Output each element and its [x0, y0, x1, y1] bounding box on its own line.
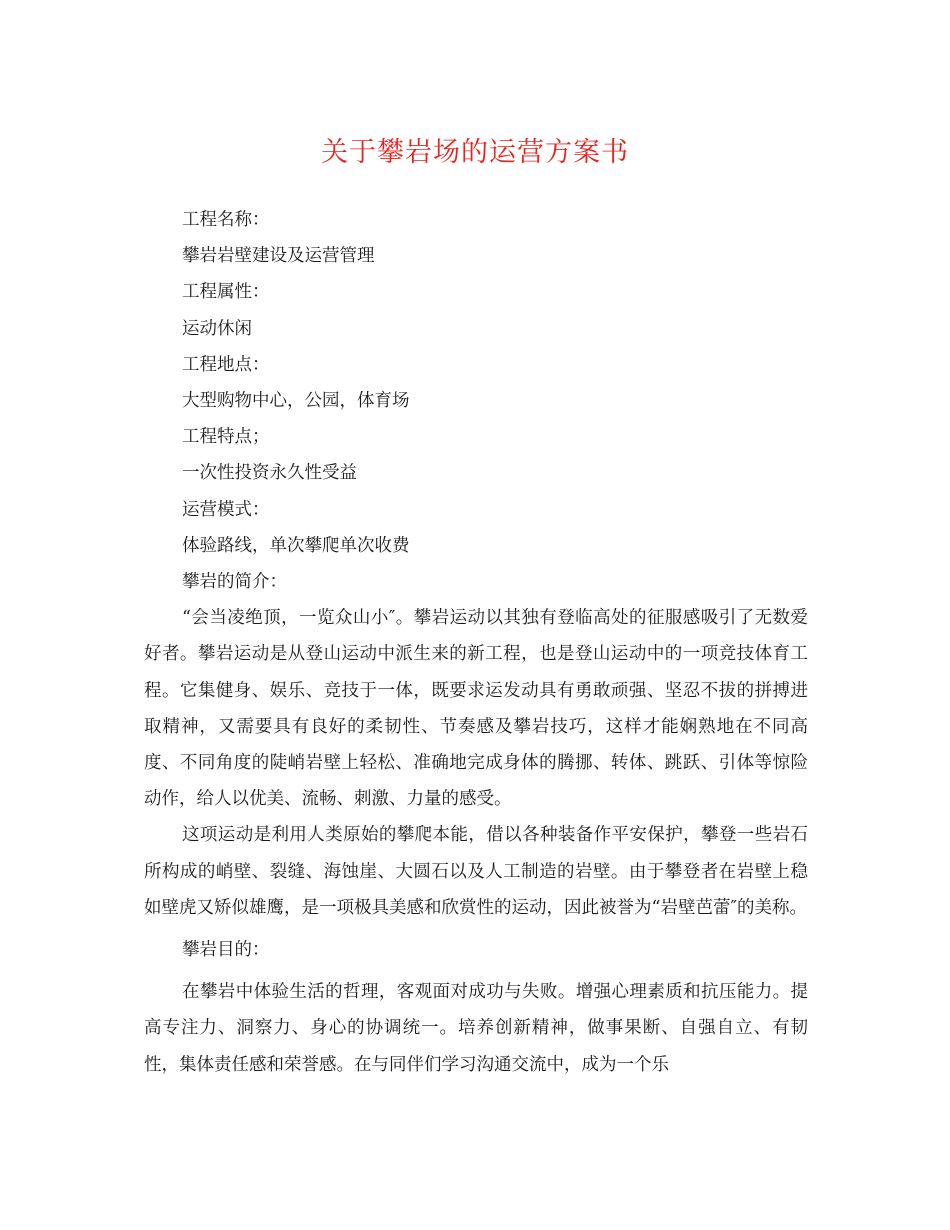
- section-heading-introduction: 攀岩的简介：: [182, 572, 287, 593]
- field-value-project-features: 一次性投资永久性受益: [182, 463, 357, 484]
- field-value-project-attribute: 运动休闲: [182, 318, 252, 339]
- section-heading-purpose: 攀岩目的：: [182, 940, 270, 961]
- document-title: 关于攀岩场的运营方案书: [321, 137, 629, 168]
- purpose-paragraph: 在攀岩中体验生活的哲理，客观面对成功与失败。增强心理素质和抗压能力。提高专注力、洞察力、身心的协调统一。培养创新精神，做事果断、自强自立、有韧性，集体责任感和荣誉感。在与同伴们学习沟通交流中，成为一个乐: [144, 982, 808, 1075]
- field-value-project-name: 攀岩岩壁建设及运营管理: [182, 246, 375, 267]
- field-label-project-location: 工程地点：: [182, 354, 270, 375]
- field-label-project-attribute: 工程属性：: [182, 282, 270, 303]
- field-value-project-location: 大型购物中心，公园，体育场: [182, 391, 410, 412]
- intro-paragraph-2: 这项运动是利用人类原始的攀爬本能，借以各种装备作平安保护，攀登一些岩石所构成的峭壁、裂缝、海蚀崖、大圆石以及人工制造的岩壁。由于攀登者在岩壁上稳如壁虎又矫似雄鹰，是一项极具美感和欣赏性的运动，因此被誉为“岩壁芭蕾″的美称。: [144, 825, 808, 918]
- field-label-project-features: 工程特点；: [182, 427, 270, 448]
- field-label-project-name: 工程名称：: [182, 210, 270, 230]
- field-value-operating-mode: 体验路线，单次攀爬单次收费: [182, 535, 410, 556]
- intro-paragraph-1: “会当凌绝顶，一览众山小″。攀岩运动以其独有登临高处的征服感吸引了无数爱好者。攀岩运动是从登山运动中派生来的新工程，也是登山运动中的一项竞技体育工程。它集健身、娱乐、竞技于一体，既要求运发动具有勇敢顽强、坚忍不拔的拼搏进取精神，又需要具有良好的柔韧性、节奏感及攀岩技巧，这样才能娴熟地在不同高度、不同角度的陡峭岩壁上轻松、准确地完成身体的腾挪、转体、跳跃、引体等惊险动作，给人以优美、流畅、刺激、力量的感受。: [144, 608, 808, 810]
- document-body: [144, 202, 808, 1083]
- field-label-operating-mode: 运营模式：: [182, 499, 270, 520]
